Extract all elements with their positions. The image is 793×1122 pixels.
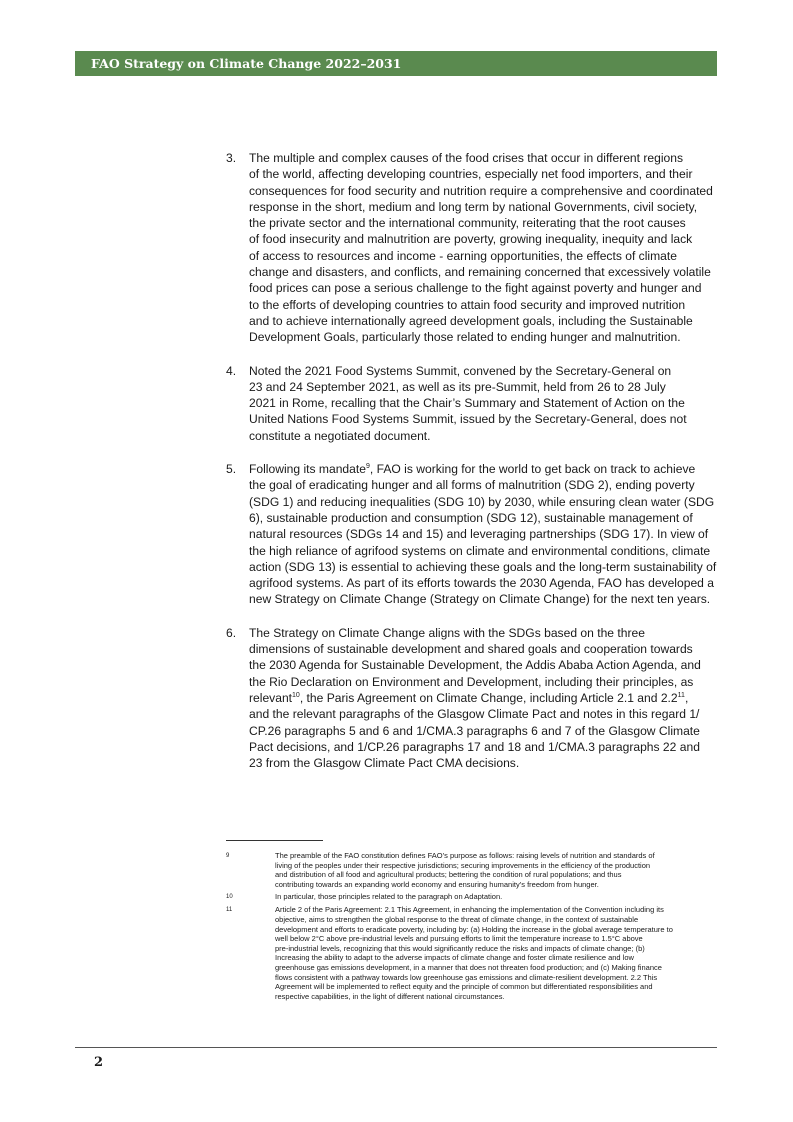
paragraph-5 (226, 461, 718, 608)
footnote-line: objective, aims to strengthen the global response to the threat of climate change, in the context of sustainable (275, 914, 639, 924)
footnote-text (275, 905, 718, 1001)
text-line: action (SDG 13) is essential to achieving these goals and the long-term sustainability of (249, 559, 717, 574)
text-line: of the world, affecting developing countries, especially net food importers, and their (249, 167, 693, 182)
paragraph-text (249, 461, 718, 608)
running-header (75, 51, 717, 76)
text-fragment: , the Paris Agreement on Climate Change, including Article 2.1 and 2.2 (299, 690, 678, 705)
paragraph-6 (226, 625, 718, 772)
footnote-line: The preamble of the FAO constitution defines FAO’s purpose as follows: raising levels of nutrition and standards of (275, 851, 655, 860)
text-line: food prices can pose a serious challenge to the fight against poverty and hunger and (249, 281, 702, 296)
text-line: dimensions of sustainable development and shared goals and cooperation towards (249, 642, 693, 657)
paragraph-number: 3. (226, 151, 237, 165)
text-line: Pact decisions, and 1/CP.26 paragraphs 17 and 18 and 1/CMA.3 paragraphs 22 and (249, 739, 700, 754)
text-line: new Strategy on Climate Change (Strategy on Climate Change) for the next ten years. (249, 592, 711, 607)
text-line: Development Goals, particularly those related to ending hunger and malnutrition. (249, 330, 681, 345)
header-title: FAO Strategy on Climate Change 2022–2031 (91, 56, 402, 71)
text-line: (SDG 1) and reducing inequalities (SDG 10) by 2030, while ensuring clean water (SDG (249, 494, 715, 509)
footnote-ref-10[interactable]: 10 (292, 691, 300, 699)
paragraph-number: 5. (226, 462, 237, 477)
paragraph-3 (226, 150, 718, 346)
body-paragraphs (226, 150, 718, 788)
footnote-line: In particular, those principles related to the paragraph on Adaptation. (275, 892, 503, 902)
text-line: to the efforts of developing countries to attain food security and improved nutrition (249, 297, 686, 312)
text-line: the Rio Declaration on Environment and Development, including their principles, as (249, 674, 694, 689)
text-line: 23 from the Glasgow Climate Pact CMA decisions. (249, 756, 520, 771)
text-line-with-footnotes (249, 690, 718, 706)
text-line: The Strategy on Climate Change aligns with the SDGs based on the three (249, 625, 645, 640)
text-line: the 2030 Agenda for Sustainable Development, the Addis Ababa Action Agenda, and (249, 658, 701, 673)
footnotes (226, 851, 718, 1004)
footnote-number: 11 (226, 907, 233, 914)
footnote-ref-11[interactable]: 11 (677, 691, 685, 699)
text-line: response in the short, medium and long term by national Governments, civil society, (249, 199, 698, 214)
text-fragment: relevant (249, 690, 293, 705)
text-line: 23 and 24 September 2021, as well as its pre-Summit, held from 26 to 28 July (249, 379, 666, 394)
text-line: of access to resources and income - earning opportunities, the effects of climate (249, 248, 677, 263)
text-line: 2021 in Rome, recalling that the Chair’s Summary and Statement of Action on the (249, 396, 685, 411)
text-line: agrifood systems. As part of its efforts towards the 2030 Agenda, FAO has developed a (249, 576, 714, 591)
footnote-line: Article 2 of the Paris Agreement: 2.1 This Agreement, in enhancing the implementation of the Convention including its (275, 905, 664, 915)
text-line: the goal of eradicating hunger and all forms of malnutrition (SDG 2), ending poverty (249, 478, 695, 493)
footnote-line: greenhouse gas emissions development, in a manner that does not threaten food production; and (c) Making finance (275, 962, 662, 972)
footnote-line: and distribution of all food and agricultural products; bettering the condition of rural populations; and thus (275, 870, 622, 880)
page-number: 2 (94, 1055, 104, 1070)
footnote-text (275, 851, 718, 889)
footnote-11 (226, 905, 718, 1001)
paragraph-4 (226, 363, 718, 444)
text-line: change and disasters, and conflicts, and remaining concerned that excessively volatile (249, 265, 711, 280)
text-line: consequences for food security and nutrition require a comprehensive and coordinated (249, 183, 713, 198)
footnote-10 (226, 892, 718, 902)
paragraph-number: 4. (226, 363, 237, 378)
text-fragment: , (684, 690, 689, 705)
footnote-separator (226, 840, 323, 841)
paragraph-text (249, 150, 718, 346)
footer-separator (75, 1047, 717, 1048)
text-fragment: Following its mandate (249, 462, 366, 477)
text-line: Noted the 2021 Food Systems Summit, convened by the Secretary-General on (249, 363, 672, 378)
text-line: United Nations Food Systems Summit, issued by the Secretary-General, does not (249, 412, 687, 427)
footnote-line: well below 2°C above pre-industrial levels and pursuing efforts to limit the temperature increase to 1.5°C above (275, 934, 643, 944)
paragraph-text (249, 363, 718, 444)
text-line: 6), sustainable production and consumption (SDG 12), sustainable management of (249, 510, 693, 525)
text-line: natural resources (SDGs 14 and 15) and leveraging partnerships (SDG 17). In view of (249, 527, 709, 542)
footnote-text (275, 892, 718, 902)
footnote-line: development and efforts to eradicate poverty, including by: (a) Holding the increase in the global average temperature to (275, 924, 673, 934)
text-line: constitute a negotiated document. (249, 428, 431, 443)
footnote-number: 9 (226, 853, 230, 859)
footnote-line: flows consistent with a pathway towards low greenhouse gas emissions and climate-resilient development. 2.2 This (275, 972, 658, 982)
text-line: the high reliance of agrifood systems on climate and environmental conditions, climate (249, 543, 711, 558)
text-line-with-footnote (249, 461, 718, 477)
footnote-9 (226, 851, 718, 889)
text-fragment: , FAO is working for the world to get back on track to achieve (369, 462, 696, 477)
text-line: The multiple and complex causes of the food crises that occur in different regions (249, 151, 684, 165)
text-line: CP.26 paragraphs 5 and 6 and 1/CMA.3 paragraphs 6 and 7 of the Glasgow Climate (249, 723, 700, 738)
footnote-line: respective capabilities, in the light of different national circumstances. (275, 991, 505, 1001)
paragraph-text (249, 625, 718, 772)
paragraph-number: 6. (226, 625, 237, 640)
footnote-line: living of the peoples under their respective jurisdictions; securing improvements in the efficiency of the production (275, 860, 651, 870)
text-line: and the relevant paragraphs of the Glasgow Climate Pact and notes in this regard 1/ (249, 707, 700, 722)
footnote-line: contributing towards an expanding world economy and ensuring humanity’s freedom from hunger. (275, 879, 599, 889)
footnote-ref-9[interactable]: 9 (365, 463, 370, 471)
text-line: the private sector and the international community, reiterating that the root causes (249, 216, 686, 231)
footnote-number: 10 (226, 894, 233, 901)
text-line: and to achieve internationally agreed development goals, including the Sustainable (249, 313, 693, 328)
text-line: of food insecurity and malnutrition are poverty, growing inequality, inequity and lack (249, 232, 693, 247)
footnote-line: Increasing the ability to adapt to the adverse impacts of climate change and foster climate resilience and low (275, 953, 634, 963)
footnote-line: pre-industrial levels, recognizing that this would significantly reduce the risks and impacts of climate change; (b) (275, 943, 645, 953)
footnote-line: Agreement will be implemented to reflect equity and the principle of common but differentiated responsibilities and (275, 982, 653, 992)
